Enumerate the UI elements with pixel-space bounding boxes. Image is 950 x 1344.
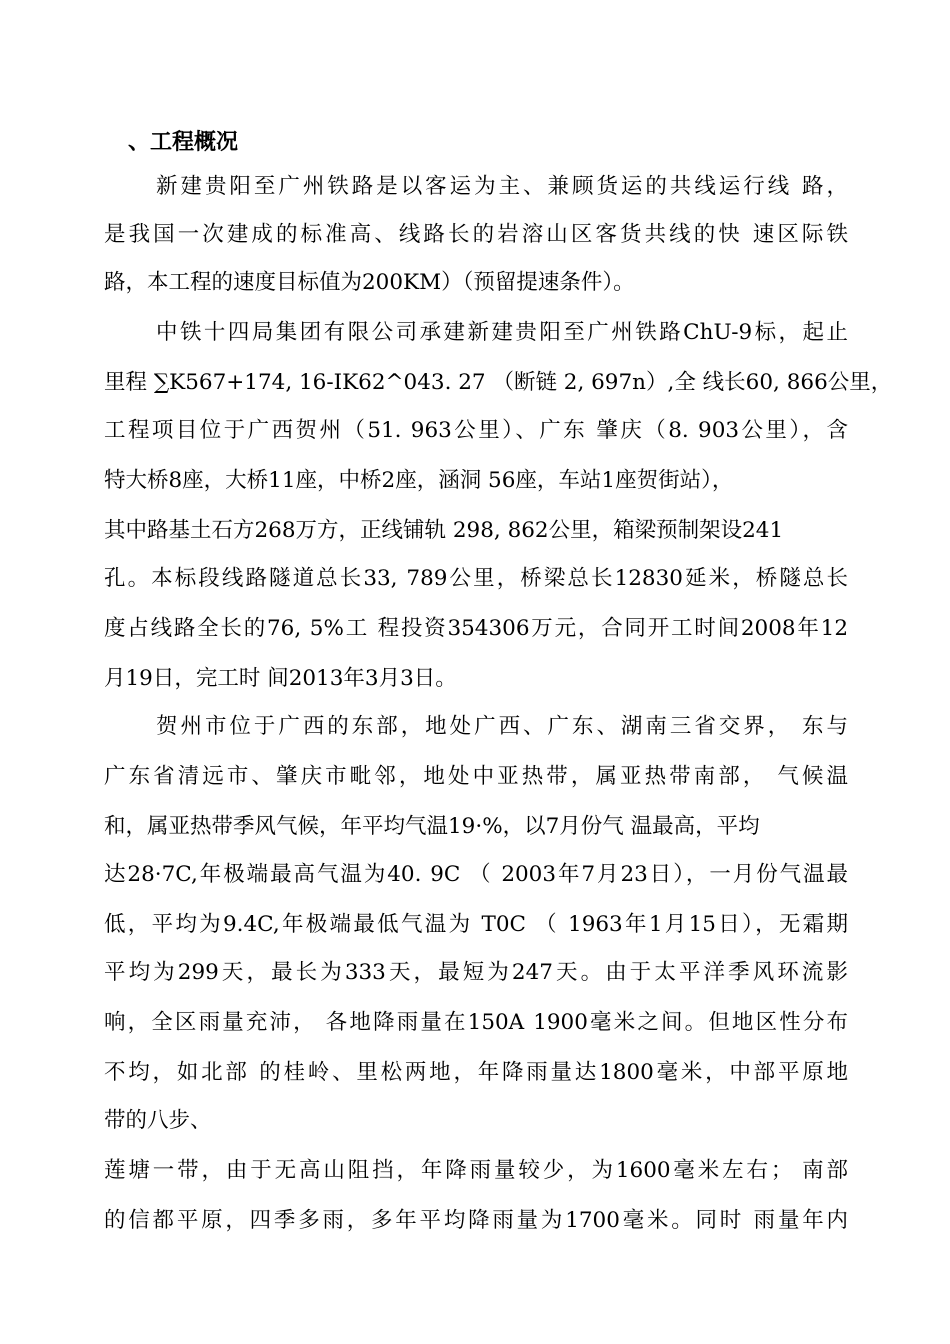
paragraph-line: 中铁十四局集团有限公司承建新建贵阳至广州铁路ChU-9标，起止 xyxy=(156,320,848,345)
paragraph-line: 低，平均为9.4C,年极端最低气温为 T0C （ 1963年1月15日），无霜期 xyxy=(104,912,848,937)
paragraph-line: 其中路基土石方268万方，正线铺轨 298, 862公里，箱梁预制架设241 xyxy=(104,518,784,543)
section-heading: 、工程概况 xyxy=(128,130,239,155)
paragraph-line: 工程项目位于广西贺州（51. 963公里）、广东 肇庆（8. 903公里），含 xyxy=(104,418,848,443)
paragraph-line: 带的八步、 xyxy=(104,1108,212,1133)
paragraph-line: 月19日，完工时 间2013年3月3日。 xyxy=(104,666,457,691)
paragraph-line: 度占线路全长的76, 5%工 程投资354306万元，合同开工时间2008年12 xyxy=(104,616,848,641)
paragraph-line: 响，全区雨量充沛， 各地降雨量在150A 1900毫米之间。但地区性分布 xyxy=(104,1010,848,1035)
paragraph-line: 孔。本标段线路隧道总长33, 789公里，桥梁总长12830延米，桥隧总长 xyxy=(104,566,848,591)
paragraph-line: 不均，如北部 的桂岭、里松两地，年降雨量达1800毫米，中部平原地 xyxy=(104,1060,848,1085)
paragraph-line: 的信都平原，四季多雨，多年平均降雨量为1700毫米。同时 雨量年内 xyxy=(104,1208,848,1233)
paragraph-line: 莲塘一带，由于无高山阻挡，年降雨量较少，为1600毫米左右； 南部 xyxy=(104,1158,848,1183)
paragraph-line: 特大桥8座，大桥11座，中桥2座，涵洞 56座，车站1座贺街站）， xyxy=(104,468,734,493)
paragraph-line: 贺州市位于广西的东部，地处广西、广东、湖南三省交界， 东与 xyxy=(156,714,848,739)
paragraph-line: 和，属亚热带季风气候，年平均气温19·%，以7月份气 温最高，平均 xyxy=(104,814,760,839)
paragraph-line: 广东省清远市、肇庆市毗邻，地处中亚热带，属亚热带南部， 气候温 xyxy=(104,764,848,789)
paragraph-line: 新建贵阳至广州铁路是以客运为主、兼顾货运的共线运行线 路， xyxy=(156,174,848,199)
paragraph-line: 是我国一次建成的标准高、线路长的岩溶山区客货共线的快 速区际铁 xyxy=(104,222,848,247)
paragraph-line: 平均为299天，最长为333天，最短为247天。由于太平洋季风环流影 xyxy=(104,960,848,985)
paragraph-line: 路，本工程的速度目标值为200KM）（预留提速条件）。 xyxy=(104,270,635,295)
paragraph-line: 达28·7C,年极端最高气温为40. 9C （ 2003年7月23日），一月份气温最 xyxy=(104,862,848,887)
paragraph-line: 里程 ∑K567+174, 16-IK62^043. 27 （断链 2, 697n）,全 线长60, 866公里， xyxy=(104,370,893,395)
